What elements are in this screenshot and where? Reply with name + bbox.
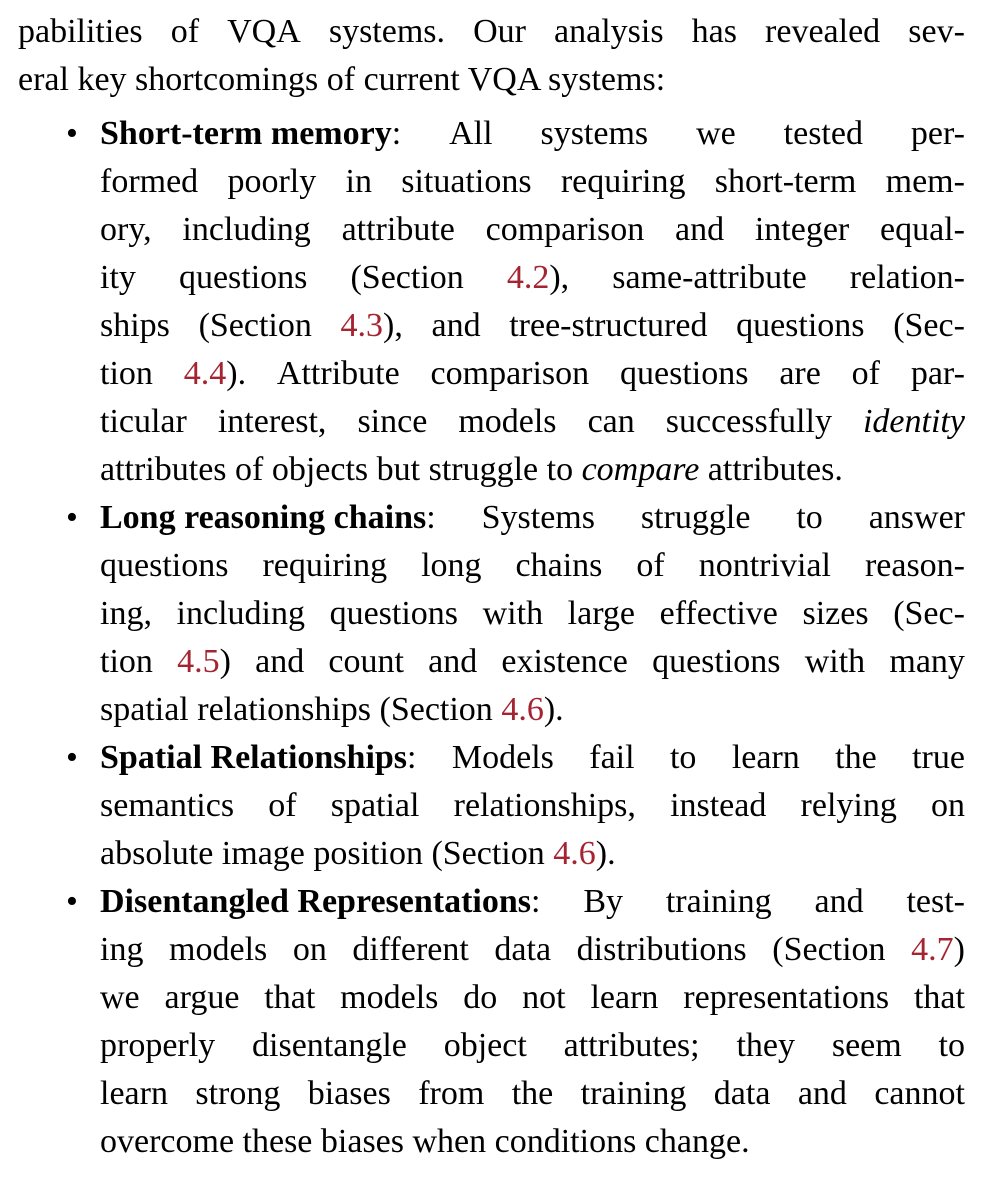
bullet-text-line: tion 4.4). Attribute comparison questions are of par- xyxy=(100,355,965,392)
lead-in-colon: : xyxy=(407,739,417,776)
bullet-text-line: overcome these biases when conditions change. xyxy=(100,1123,750,1160)
lead-in-colon: : xyxy=(426,499,436,536)
bullet-text-line: semantics of spatial relationships, instead relying on xyxy=(100,787,965,824)
bullet-text-line: questions requiring long chains of nontrivial reason- xyxy=(100,547,965,584)
section-link-4.7[interactable]: 4.7 xyxy=(911,931,954,968)
bullet-text-line: absolute image position (Section 4.6). xyxy=(100,835,616,872)
section-link-4.5[interactable]: 4.5 xyxy=(177,643,220,680)
bullet-text-line: formed poorly in situations requiring short-term mem- xyxy=(100,163,965,200)
bullet-text-line: attributes of objects but struggle to compare attributes. xyxy=(100,451,843,488)
bullet-text-line: ing, including questions with large effective sizes (Sec- xyxy=(100,595,965,632)
section-link-4.6[interactable]: 4.6 xyxy=(501,691,544,728)
lead-in-colon: : xyxy=(391,115,402,152)
bullet-marker-icon: • xyxy=(66,883,78,920)
emphasis-identity: identity xyxy=(862,403,965,440)
bullet-text-line: ing models on different data distributions (Section 4.7) xyxy=(100,931,965,968)
bullet-item xyxy=(0,734,1000,878)
bullet-lead-in: Spatial Relationships xyxy=(100,739,408,776)
section-link-4.2[interactable]: 4.2 xyxy=(506,259,550,296)
bullet-lead-in: Short-term memory xyxy=(100,115,392,152)
section-link-4.3[interactable]: 4.3 xyxy=(340,307,384,344)
lead-in-colon: : xyxy=(531,883,541,920)
bullet-text-line: Long reasoning chains: Systems struggle to answer xyxy=(100,499,965,536)
bullet-text-line: ory, including attribute comparison and integer equal- xyxy=(100,211,965,248)
bullet-text-line: Spatial Relationships: Models fail to learn the true xyxy=(100,739,965,776)
emphasis-compare: compare xyxy=(581,451,700,488)
bullet-marker-icon: • xyxy=(66,115,78,152)
bullet-text-line: we argue that models do not learn representations that xyxy=(100,979,965,1016)
bullet-item xyxy=(0,878,1000,1166)
intro-line: eral key shortcomings of current VQA systems: xyxy=(18,61,666,98)
bullet-item xyxy=(0,494,1000,734)
bullet-text-line: ships (Section 4.3), and tree-structured questions (Sec- xyxy=(100,307,965,344)
bullet-text-line: ticular interest, since models can successfully identity xyxy=(100,403,965,440)
bullet-text-line: learn strong biases from the training data and cannot xyxy=(100,1075,965,1112)
bullet-lead-in: Disentangled Representations xyxy=(100,883,531,920)
bullet-text-line: Disentangled Representations: By training and test- xyxy=(100,883,965,920)
intro-line: pabilities of VQA systems. Our analysis has revealed sev- xyxy=(18,13,965,50)
shortcomings-bullet-list xyxy=(0,110,1000,1166)
bullet-text-line: tion 4.5) and count and existence questions with many xyxy=(100,643,965,680)
bullet-text-line: spatial relationships (Section 4.6). xyxy=(100,691,564,728)
section-link-4.4[interactable]: 4.4 xyxy=(183,355,227,392)
bullet-text-line: Short-term memory: All systems we tested per- xyxy=(100,115,965,152)
intro-paragraph xyxy=(18,8,965,104)
bullet-text-line: ity questions (Section 4.2), same-attribute relation- xyxy=(100,259,965,296)
bullet-marker-icon: • xyxy=(66,739,78,776)
bullet-marker-icon: • xyxy=(66,499,78,536)
bullet-item xyxy=(0,110,1000,494)
section-link-4.6[interactable]: 4.6 xyxy=(553,835,596,872)
bullet-text-line: properly disentangle object attributes; they seem to xyxy=(100,1027,965,1064)
bullet-lead-in: Long reasoning chains xyxy=(100,499,427,536)
